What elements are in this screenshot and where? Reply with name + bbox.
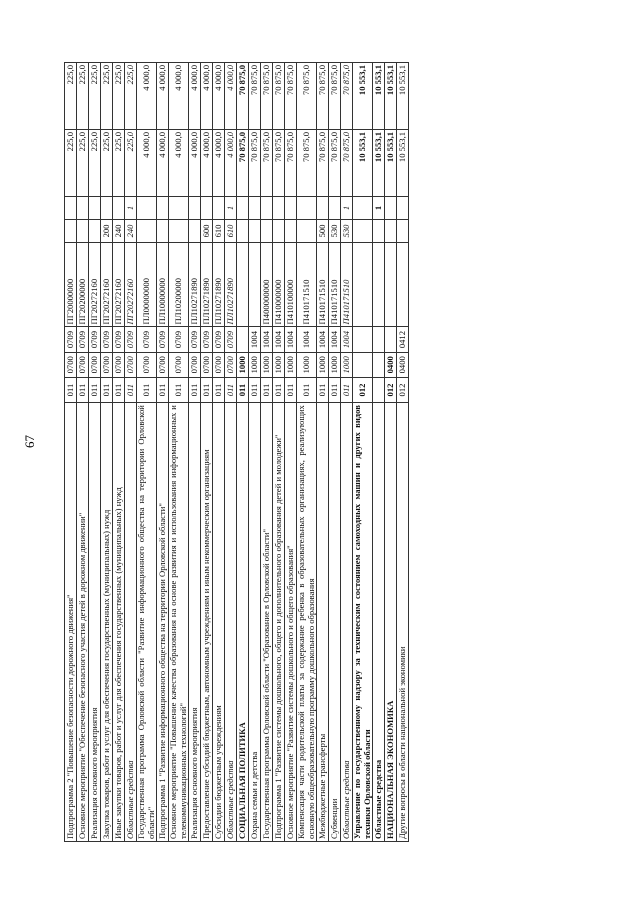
target-article-code: ПГ20272160	[89, 242, 101, 326]
section-code: 0700	[125, 352, 137, 377]
table-row	[297, 63, 317, 842]
table-row	[201, 63, 213, 842]
subsection-code: 1004	[329, 327, 341, 352]
target-article-code: ПЛ10200000	[169, 242, 189, 326]
table-row	[249, 63, 261, 842]
table-row	[285, 63, 297, 842]
ministry-code: 011	[329, 377, 341, 402]
row-name: Управление по государственному надзору за техническим состоянием самоходных машин и других видов техники Орловской области	[353, 403, 373, 842]
section-code: 1000	[261, 352, 273, 377]
ministry-code: 011	[125, 377, 137, 402]
ministry-code: 012	[385, 377, 397, 402]
row-name: Другие вопросы в области национальной экономики	[397, 403, 409, 842]
expense-type-code: 200	[101, 219, 113, 242]
expense-type-code	[397, 219, 409, 242]
ministry-code: 011	[65, 377, 77, 402]
target-article-code: ПГ20272160	[113, 242, 125, 326]
section-code: 1000	[273, 352, 285, 377]
ministry-code: 011	[169, 377, 189, 402]
row-name: Областные средства	[125, 403, 137, 842]
subsection-code: 0709	[125, 327, 137, 352]
amount-year-1: 70 875,0	[317, 129, 329, 196]
ministry-code: 011	[213, 377, 225, 402]
expense-type-code	[297, 219, 317, 242]
amount-year-1: 4 000,0	[189, 129, 201, 196]
expense-type-code	[189, 219, 201, 242]
table-row	[329, 63, 341, 842]
expense-type-code	[169, 219, 189, 242]
ministry-code: 012	[397, 377, 409, 402]
ministry-code: 011	[189, 377, 201, 402]
funding-source-code	[201, 196, 213, 219]
ministry-code: 011	[285, 377, 297, 402]
section-code: 0400	[385, 352, 397, 377]
target-article-code: П410100000	[285, 242, 297, 326]
ministry-code: 011	[261, 377, 273, 402]
funding-source-code	[169, 196, 189, 219]
amount-year-1: 70 875,0	[261, 129, 273, 196]
ministry-code: 011	[89, 377, 101, 402]
amount-year-2: 10 553,1	[385, 63, 397, 130]
target-article-code: П410171510	[297, 242, 317, 326]
ministry-code: 011	[317, 377, 329, 402]
amount-year-1: 225,0	[125, 129, 137, 196]
amount-year-2: 225,0	[65, 63, 77, 130]
target-article-code: П410171510	[329, 242, 341, 326]
subsection-code: 1004	[317, 327, 329, 352]
amount-year-1: 4 000,0	[213, 129, 225, 196]
section-code: 1000	[317, 352, 329, 377]
amount-year-2: 70 875,0	[285, 63, 297, 130]
amount-year-1: 10 553,1	[353, 129, 373, 196]
expense-type-code	[249, 219, 261, 242]
expense-type-code: 500	[317, 219, 329, 242]
row-name: Закупка товаров, работ и услуг для обеспечения государственных (муниципальных) нужд	[101, 403, 113, 842]
ministry-code: 011	[77, 377, 89, 402]
row-name: СОЦИАЛЬНАЯ ПОЛИТИКА	[237, 403, 249, 842]
amount-year-2: 70 875,0	[297, 63, 317, 130]
expense-type-code: 600	[201, 219, 213, 242]
table-row	[341, 63, 353, 842]
expense-type-code	[157, 219, 169, 242]
funding-source-code	[385, 196, 397, 219]
row-name: Подпрограмма 1 "Развитие информационного общества на территории Орловской области"	[157, 403, 169, 842]
funding-source-code: 1	[341, 196, 353, 219]
amount-year-1: 70 875,0	[329, 129, 341, 196]
row-name: Иные закупки товаров, работ и услуг для обеспечения государственных (муниципальных) нужд	[113, 403, 125, 842]
table-row	[385, 63, 397, 842]
amount-year-1: 4 000,0	[169, 129, 189, 196]
funding-source-code	[297, 196, 317, 219]
table-row	[77, 63, 89, 842]
row-name: Областные средства	[341, 403, 353, 842]
table-row	[237, 63, 249, 842]
ministry-code: 011	[157, 377, 169, 402]
subsection-code: 0709	[201, 327, 213, 352]
expense-type-code	[373, 219, 385, 242]
row-name: Подпрограмма 1 "Развитие системы дошкольного, общего и дополнительного образования детей и молодежи"	[273, 403, 285, 842]
subsection-code: 0709	[65, 327, 77, 352]
row-name: Областные средства	[225, 403, 237, 842]
amount-year-2: 225,0	[125, 63, 137, 130]
expense-type-code: 240	[113, 219, 125, 242]
subsection-code: 0709	[169, 327, 189, 352]
table-row	[397, 63, 409, 842]
section-code: 1000	[249, 352, 261, 377]
row-name: Основное мероприятие "Повышение качества образования на основе развития и использования информационных и телекоммуникационных технологий"	[169, 403, 189, 842]
target-article-code: ПЛ00000000	[137, 242, 157, 326]
row-name: Подпрограмма 2 "Повышение безопасности дорожного движения"	[65, 403, 77, 842]
subsection-code: 0709	[101, 327, 113, 352]
subsection-code: 1004	[297, 327, 317, 352]
table-row	[137, 63, 157, 842]
amount-year-1: 10 553,1	[397, 129, 409, 196]
target-article-code: ПЛ10271890	[213, 242, 225, 326]
subsection-code	[373, 327, 385, 352]
subsection-code: 1004	[249, 327, 261, 352]
row-name: Государственная программа Орловской области "Образование в Орловской области"	[261, 403, 273, 842]
target-article-code	[373, 242, 385, 326]
target-article-code	[353, 242, 373, 326]
target-article-code	[237, 242, 249, 326]
subsection-code: 0709	[189, 327, 201, 352]
row-name: НАЦИОНАЛЬНАЯ ЭКОНОМИКА	[385, 403, 397, 842]
table-row	[157, 63, 169, 842]
amount-year-2: 70 875,0	[249, 63, 261, 130]
ministry-code: 011	[249, 377, 261, 402]
amount-year-2: 225,0	[77, 63, 89, 130]
row-name: Межбюджетные трансферты	[317, 403, 329, 842]
table-row	[65, 63, 77, 842]
amount-year-1: 4 000,0	[201, 129, 213, 196]
table-row	[373, 63, 385, 842]
amount-year-1: 70 875,0	[285, 129, 297, 196]
funding-source-code	[213, 196, 225, 219]
subsection-code: 1004	[273, 327, 285, 352]
subsection-code: 0412	[397, 327, 409, 352]
funding-source-code	[329, 196, 341, 219]
funding-source-code: 1	[125, 196, 137, 219]
amount-year-2: 10 553,1	[353, 63, 373, 130]
section-code: 0700	[89, 352, 101, 377]
expense-type-code	[261, 219, 273, 242]
amount-year-1: 225,0	[89, 129, 101, 196]
target-article-code: ПЛ10271890	[201, 242, 213, 326]
ministry-code: 011	[297, 377, 317, 402]
row-name: Предоставление субсидий бюджетным, автономным учреждениям и иным некоммерческим организациям	[201, 403, 213, 842]
amount-year-2: 70 875,0	[317, 63, 329, 130]
row-name: Государственная программа Орловской области "Развитие информационного общества на территории Орловской области"	[137, 403, 157, 842]
section-code: 0700	[201, 352, 213, 377]
expense-type-code: 530	[329, 219, 341, 242]
funding-source-code	[353, 196, 373, 219]
table-row	[189, 63, 201, 842]
row-name: Областные средства	[373, 403, 385, 842]
subsection-code: 0709	[113, 327, 125, 352]
expense-type-code	[65, 219, 77, 242]
section-code: 1000	[285, 352, 297, 377]
funding-source-code	[317, 196, 329, 219]
amount-year-2: 4 000,0	[157, 63, 169, 130]
ministry-code: 011	[101, 377, 113, 402]
amount-year-1: 4 000,0	[225, 129, 237, 196]
section-code: 0700	[169, 352, 189, 377]
funding-source-code	[137, 196, 157, 219]
funding-source-code	[261, 196, 273, 219]
expense-type-code: 240	[125, 219, 137, 242]
amount-year-1: 70 875,0	[341, 129, 353, 196]
target-article-code: ПЛ10271890	[225, 242, 237, 326]
amount-year-1: 70 875,0	[297, 129, 317, 196]
amount-year-1: 225,0	[77, 129, 89, 196]
target-article-code	[397, 242, 409, 326]
amount-year-2: 4 000,0	[189, 63, 201, 130]
amount-year-1: 225,0	[101, 129, 113, 196]
subsection-code	[353, 327, 373, 352]
section-code: 0400	[397, 352, 409, 377]
amount-year-2: 225,0	[113, 63, 125, 130]
table-row	[89, 63, 101, 842]
amount-year-2: 4 000,0	[201, 63, 213, 130]
funding-source-code	[397, 196, 409, 219]
ministry-code: 011	[225, 377, 237, 402]
amount-year-1: 4 000,0	[137, 129, 157, 196]
ministry-code	[373, 377, 385, 402]
target-article-code	[385, 242, 397, 326]
target-article-code: П400000000	[261, 242, 273, 326]
ministry-code: 011	[237, 377, 249, 402]
table-row	[273, 63, 285, 842]
subsection-code: 0709	[77, 327, 89, 352]
ministry-code: 011	[137, 377, 157, 402]
amount-year-2: 4 000,0	[169, 63, 189, 130]
table-row	[169, 63, 189, 842]
section-code: 0700	[213, 352, 225, 377]
amount-year-2: 70 875,0	[329, 63, 341, 130]
expense-type-code	[285, 219, 297, 242]
expense-type-code	[385, 219, 397, 242]
budget-table	[64, 62, 409, 842]
section-code: 0700	[225, 352, 237, 377]
row-name: Компенсация части родительской платы за содержание ребенка в образовательных организациях, реализующих основную общеобразовательную программу дошкольного образования	[297, 403, 317, 842]
funding-source-code: 1	[373, 196, 385, 219]
expense-type-code	[237, 219, 249, 242]
section-code: 1000	[341, 352, 353, 377]
target-article-code: ПГ20272160	[101, 242, 113, 326]
expense-type-code	[77, 219, 89, 242]
amount-year-2: 70 875,0	[341, 63, 353, 130]
section-code: 0700	[65, 352, 77, 377]
row-name: Охрана семьи и детства	[249, 403, 261, 842]
amount-year-2: 10 553,1	[397, 63, 409, 130]
target-article-code: ПГ20272160	[125, 242, 137, 326]
target-article-code	[249, 242, 261, 326]
section-code: 0700	[77, 352, 89, 377]
amount-year-2: 10 553,1	[373, 63, 385, 130]
subsection-code: 0709	[157, 327, 169, 352]
row-name: Реализация основного мероприятия	[189, 403, 201, 842]
target-article-code: П410171510	[317, 242, 329, 326]
row-name: Основное мероприятие "Развитие системы дошкольного и общего образования"	[285, 403, 297, 842]
ministry-code: 011	[273, 377, 285, 402]
funding-source-code	[189, 196, 201, 219]
table-row	[101, 63, 113, 842]
amount-year-2: 4 000,0	[137, 63, 157, 130]
section-code: 0700	[189, 352, 201, 377]
table-row	[353, 63, 373, 842]
page-number: 67	[22, 435, 37, 448]
section-code: 0700	[137, 352, 157, 377]
target-article-code: ПЛ10000000	[157, 242, 169, 326]
amount-year-1: 4 000,0	[157, 129, 169, 196]
row-name: Реализация основного мероприятия	[89, 403, 101, 842]
target-article-code: ПГ20000000	[65, 242, 77, 326]
rotated-table-container	[64, 62, 554, 842]
expense-type-code	[273, 219, 285, 242]
target-article-code: П410171510	[341, 242, 353, 326]
amount-year-2: 4 000,0	[225, 63, 237, 130]
amount-year-1: 225,0	[65, 129, 77, 196]
subsection-code: 0709	[137, 327, 157, 352]
amount-year-2: 225,0	[89, 63, 101, 130]
amount-year-2: 70 875,0	[273, 63, 285, 130]
table-row	[213, 63, 225, 842]
amount-year-2: 225,0	[101, 63, 113, 130]
funding-source-code	[89, 196, 101, 219]
funding-source-code	[65, 196, 77, 219]
expense-type-code: 610	[225, 219, 237, 242]
section-code: 1000	[237, 352, 249, 377]
section-code: 0700	[101, 352, 113, 377]
funding-source-code	[77, 196, 89, 219]
funding-source-code	[101, 196, 113, 219]
section-code	[373, 352, 385, 377]
subsection-code: 0709	[89, 327, 101, 352]
funding-source-code	[285, 196, 297, 219]
section-code: 0700	[157, 352, 169, 377]
table-row	[261, 63, 273, 842]
expense-type-code	[137, 219, 157, 242]
subsection-code	[385, 327, 397, 352]
funding-source-code	[273, 196, 285, 219]
table-row	[317, 63, 329, 842]
table-row	[125, 63, 137, 842]
subsection-code	[237, 327, 249, 352]
target-article-code: ПГ20200000	[77, 242, 89, 326]
amount-year-1: 10 553,1	[385, 129, 397, 196]
amount-year-1: 70 875,0	[249, 129, 261, 196]
row-name: Основное мероприятие "Обеспечение безопасного участия детей в дорожном движении"	[77, 403, 89, 842]
section-code: 1000	[329, 352, 341, 377]
ministry-code: 011	[341, 377, 353, 402]
funding-source-code	[237, 196, 249, 219]
expense-type-code	[89, 219, 101, 242]
subsection-code: 1004	[285, 327, 297, 352]
funding-source-code	[249, 196, 261, 219]
table-row	[225, 63, 237, 842]
amount-year-2: 4 000,0	[213, 63, 225, 130]
subsection-code: 1004	[261, 327, 273, 352]
subsection-code: 0709	[225, 327, 237, 352]
target-article-code: П410000000	[273, 242, 285, 326]
amount-year-1: 10 553,1	[373, 129, 385, 196]
ministry-code: 011	[201, 377, 213, 402]
section-code	[353, 352, 373, 377]
amount-year-2: 70 875,0	[237, 63, 249, 130]
row-name: Субсидии бюджетным учреждениям	[213, 403, 225, 842]
amount-year-2: 70 875,0	[261, 63, 273, 130]
expense-type-code: 610	[213, 219, 225, 242]
funding-source-code: 1	[225, 196, 237, 219]
funding-source-code	[157, 196, 169, 219]
ministry-code: 011	[113, 377, 125, 402]
row-name: Субвенции	[329, 403, 341, 842]
expense-type-code: 530	[341, 219, 353, 242]
ministry-code: 012	[353, 377, 373, 402]
amount-year-1: 70 875,0	[273, 129, 285, 196]
expense-type-code	[353, 219, 373, 242]
subsection-code: 0709	[213, 327, 225, 352]
table-row	[113, 63, 125, 842]
section-code: 1000	[297, 352, 317, 377]
target-article-code: ПЛ10271890	[189, 242, 201, 326]
amount-year-1: 70 875,0	[237, 129, 249, 196]
section-code: 0700	[113, 352, 125, 377]
budget-table-body	[65, 63, 409, 842]
funding-source-code	[113, 196, 125, 219]
amount-year-1: 225,0	[113, 129, 125, 196]
subsection-code: 1004	[341, 327, 353, 352]
